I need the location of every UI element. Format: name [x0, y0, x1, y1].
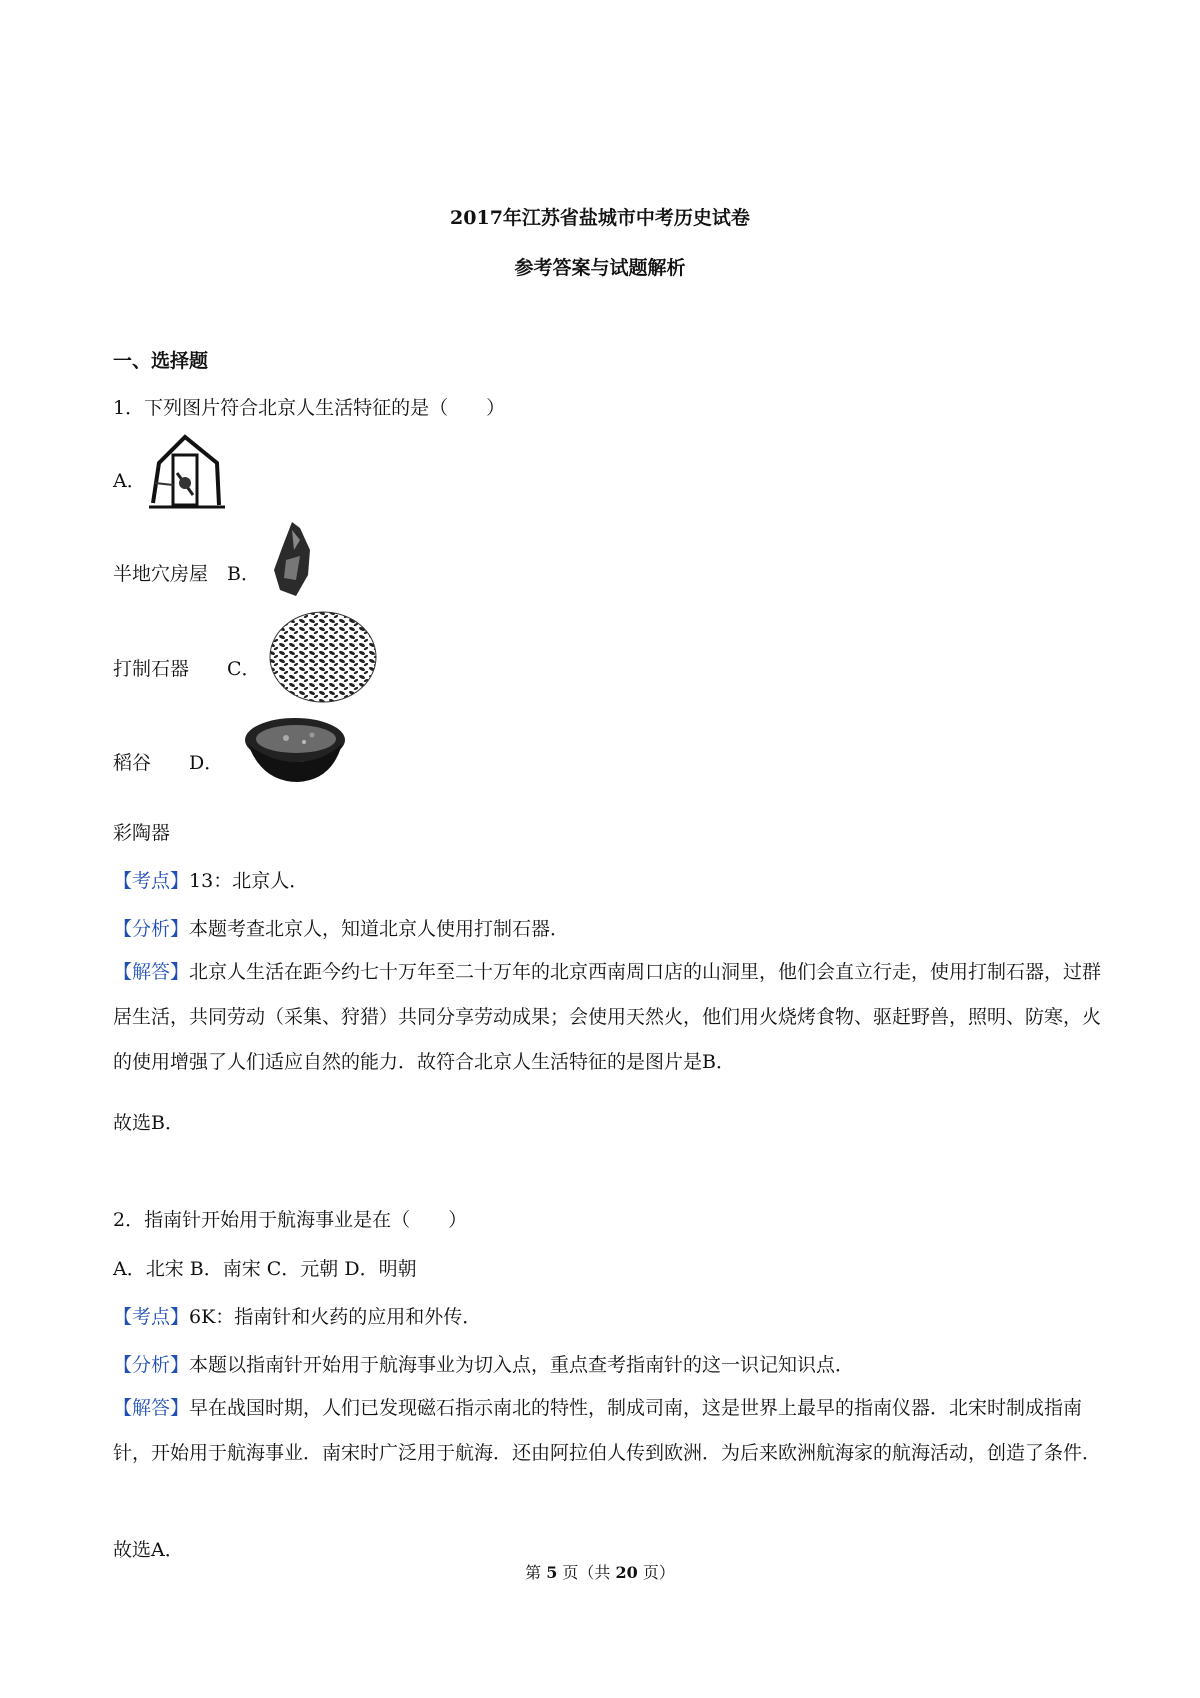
q2-fenxi	[113, 1350, 854, 1377]
q1-option-a-label: A．	[113, 470, 146, 492]
footer-prefix: 第	[525, 1563, 542, 1582]
footer-suffix: 页）	[642, 1563, 675, 1582]
q1-kaodian	[113, 866, 308, 893]
q1-caption-a-and-option-b: 半地穴房屋 B．	[113, 563, 260, 585]
kaodian-text: 6K：指南针和火药的应用和外传．	[189, 1306, 482, 1328]
q1-caption-d: 彩陶器	[113, 822, 171, 844]
q2-options: A．北宋 B．南宋 C．元朝 D．明朝	[113, 1258, 417, 1280]
kaodian-tag: 【考点】	[113, 1306, 190, 1328]
q1-jieda	[113, 950, 1103, 1085]
q1-answer: 故选B．	[113, 1112, 184, 1134]
q2-answer: 故选A．	[113, 1539, 184, 1561]
q2-jieda	[113, 1386, 1103, 1476]
page-subtitle: 参考答案与试题解析	[514, 257, 686, 279]
footer-page-number: 5	[546, 1563, 558, 1582]
jieda-text: 北京人生活在距今约七十万年至二十万年的北京西南周口店的山洞里，他们会直立行走，使用打制石器，过群居生活，共同劳动（采集、狩猎）共同分享劳动成果；会使用天然火，他们用火烧烤食物、驱赶野兽，照明、防寒，火的使用增强了人们适应自然的能力．故符合北京人生活特征的是图片是B．	[113, 961, 1102, 1073]
jieda-text: 早在战国时期，人们已发现磁石指示南北的特性，制成司南，这是世界上最早的指南仪器．北宋时制成指南针，开始用于航海事业．南宋时广泛用于航海．还由阿拉伯人传到欧洲．为后来欧洲航海家的航海活动，创造了条件．	[113, 1397, 1102, 1464]
jieda-tag: 【解答】	[113, 1397, 190, 1419]
fenxi-tag: 【分析】	[113, 918, 190, 940]
q2-kaodian	[113, 1302, 481, 1329]
page-footer	[0, 1560, 1200, 1583]
fenxi-tag: 【分析】	[113, 1354, 190, 1376]
kaodian-text: 13：北京人．	[189, 870, 309, 892]
q2-stem: 2．指南针开始用于航海事业是在（ ）	[113, 1209, 468, 1231]
q1-fenxi	[113, 914, 569, 941]
page-title: 2017年江苏省盐城市中考历史试卷	[450, 207, 750, 229]
rice-grains-image	[268, 610, 378, 705]
q1-caption-b-and-option-c: 打制石器 C．	[113, 658, 261, 680]
section-title: 一、选择题	[113, 350, 209, 372]
fenxi-text: 本题考查北京人，知道北京人使用打制石器．	[189, 918, 570, 940]
q1-stem: 1．下列图片符合北京人生活特征的是（ ）	[113, 397, 506, 419]
painted-pottery-bowl-image	[242, 710, 348, 786]
fenxi-text: 本题以指南针开始用于航海事业为切入点，重点查考指南针的这一识记知识点．	[189, 1354, 855, 1376]
chipped-stone-tool-image	[270, 520, 318, 600]
footer-total-pages: 20	[615, 1563, 638, 1582]
kaodian-tag: 【考点】	[113, 870, 190, 892]
footer-middle: 页（共	[562, 1563, 611, 1582]
jieda-tag: 【解答】	[113, 961, 190, 983]
q1-caption-c-and-option-d: 稻谷 D．	[113, 752, 224, 774]
semi-subterranean-house-image	[145, 433, 230, 518]
